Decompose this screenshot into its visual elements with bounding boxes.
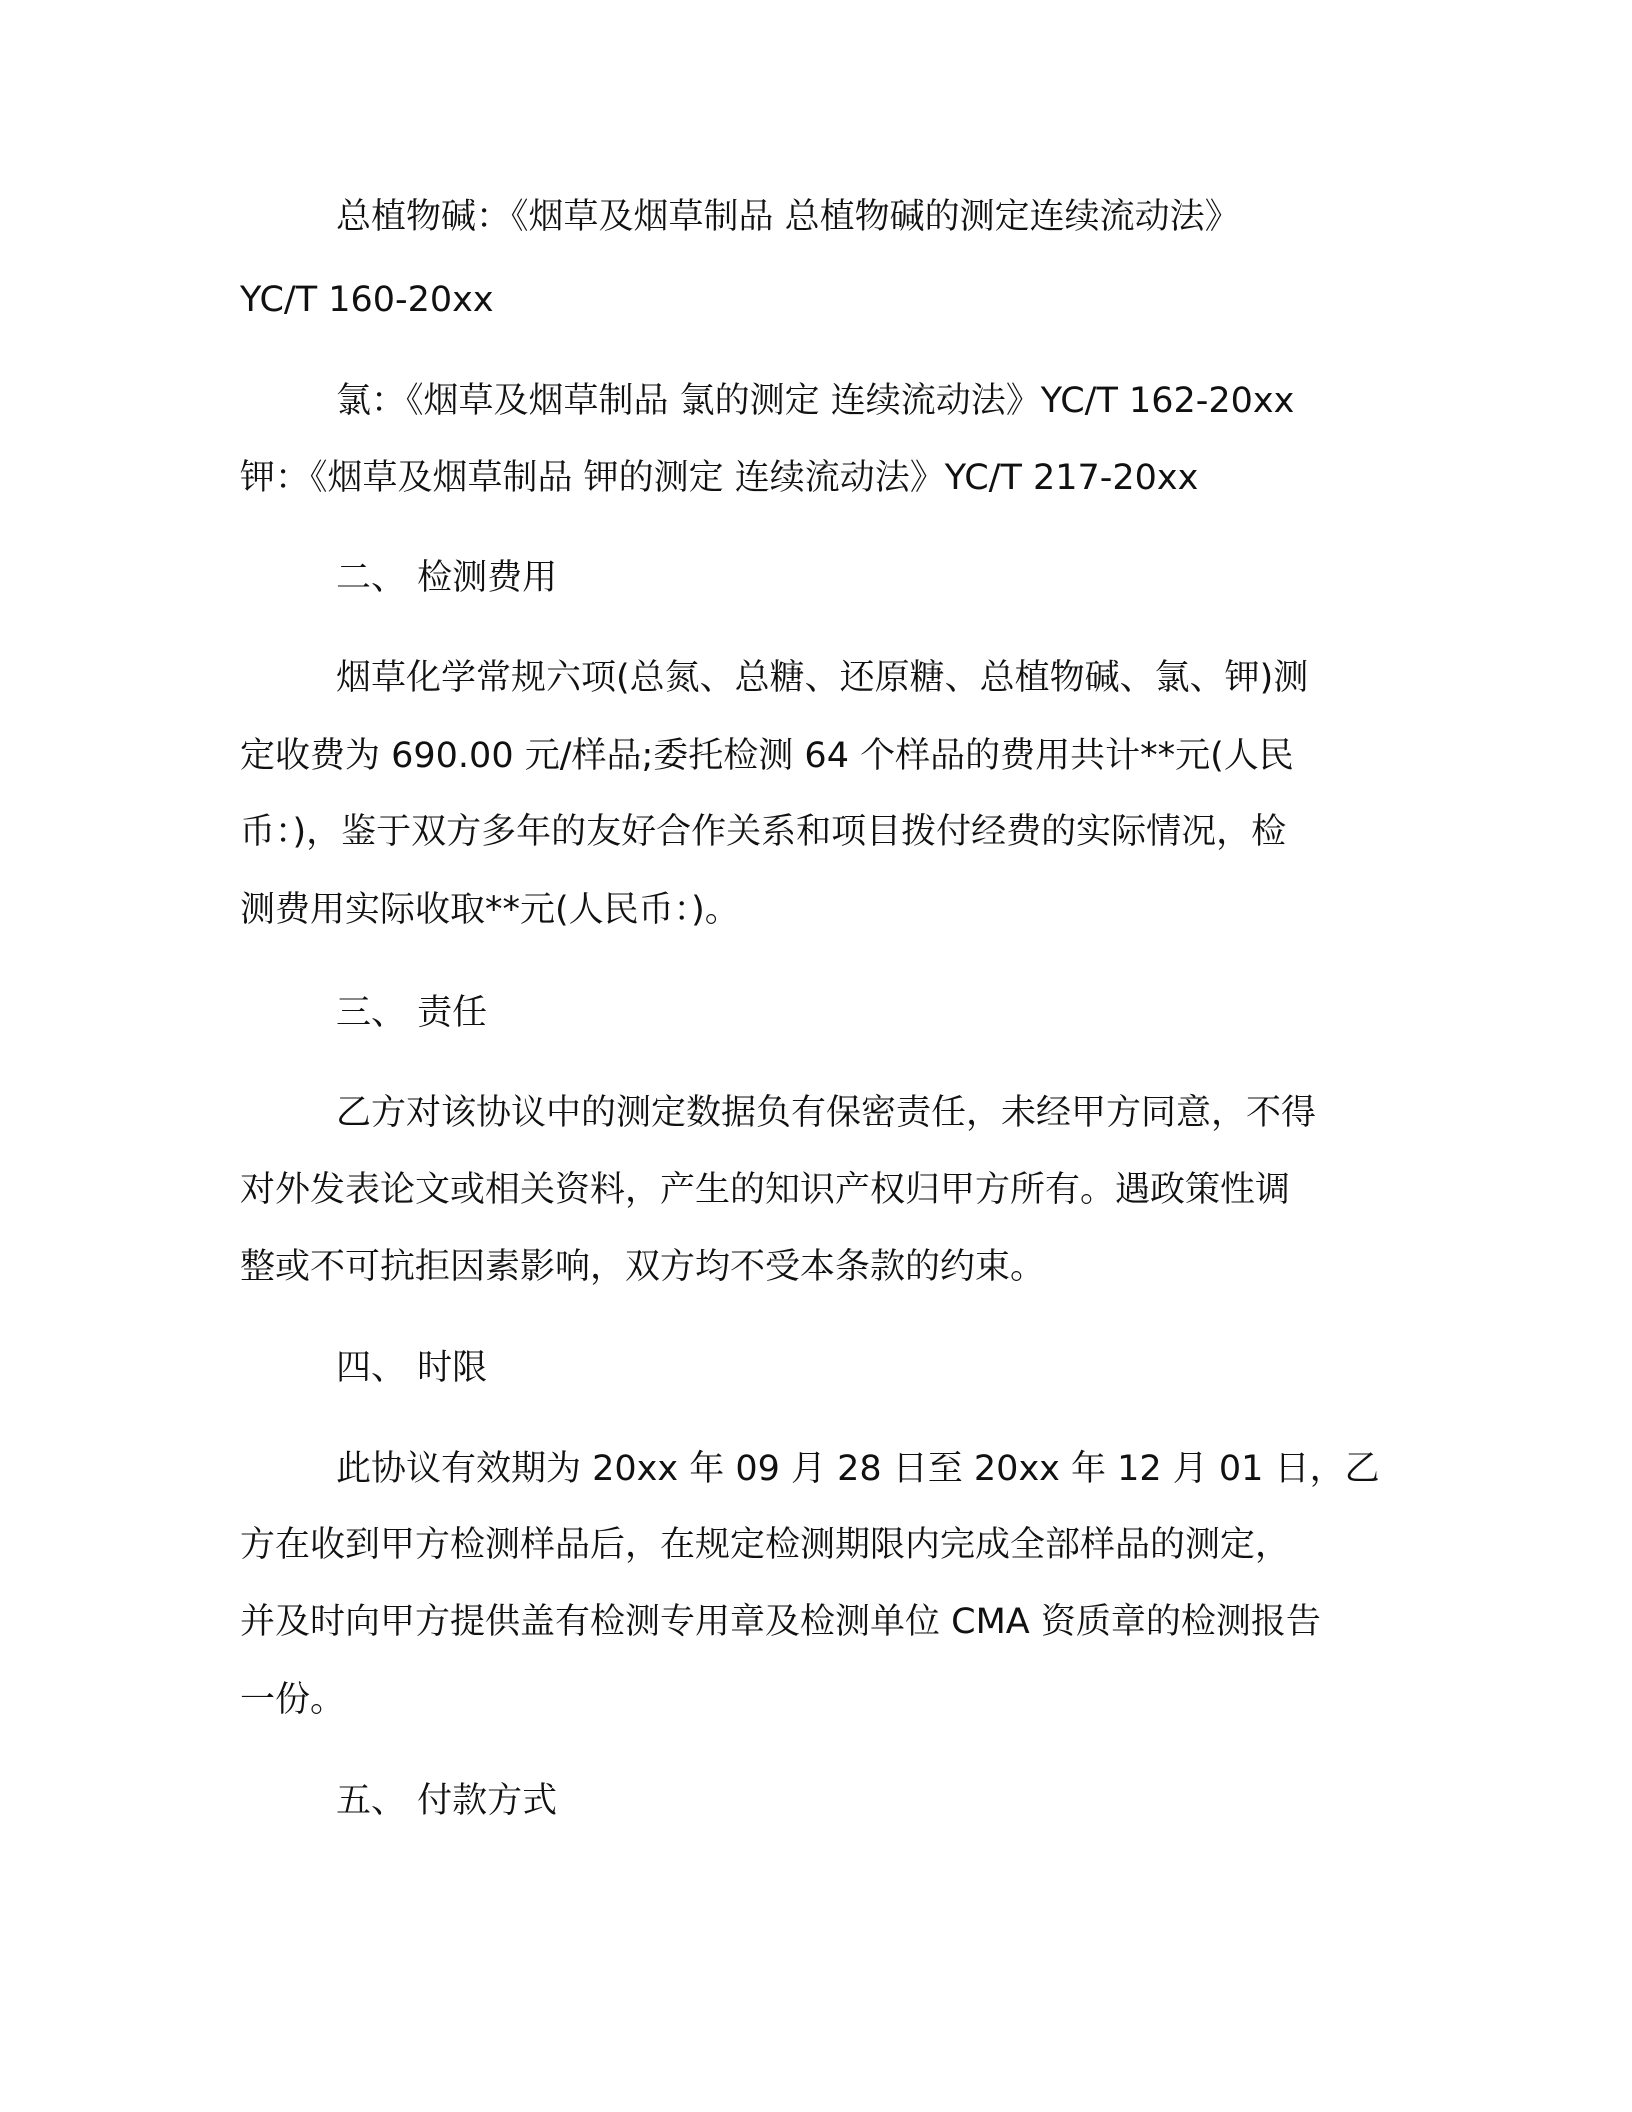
- testing-fees-paragraph-line-2: 定收费为 690.00 元/样品;委托检测 64 个样品的费用共计**元(人民: [240, 736, 1294, 776]
- total-alkaloid-standard-line-2: YC/T 160-20xx: [240, 280, 494, 320]
- responsibility-paragraph-line-3: 整或不可抗拒因素影响，双方均不受本条款的约束。: [240, 1247, 1046, 1287]
- time-limit-paragraph-line-2: 方在收到甲方检测样品后，在规定检测期限内完成全部样品的测定，: [240, 1525, 1291, 1565]
- section-heading-testing-fees: 二、 检测费用: [336, 558, 558, 598]
- section-heading-responsibility: 三、 责任: [336, 993, 488, 1033]
- potassium-standard-line: 钾：《烟草及烟草制品 钾的测定 连续流动法》YC/T 217-20xx: [240, 458, 1199, 498]
- time-limit-paragraph-line-1: 此协议有效期为 20xx 年 09 月 28 日至 20xx 年 12 月 01 日，乙: [336, 1449, 1380, 1489]
- testing-fees-paragraph-line-3: 币：)，鉴于双方多年的友好合作关系和项目拨付经费的实际情况，检: [240, 812, 1287, 852]
- chlorine-standard-line: 氯：《烟草及烟草制品 氯的测定 连续流动法》YC/T 162-20xx: [336, 381, 1295, 421]
- testing-fees-paragraph-line-1: 烟草化学常规六项(总氮、总糖、还原糖、总植物碱、氯、钾)测: [336, 658, 1309, 698]
- time-limit-paragraph-line-3: 并及时向甲方提供盖有检测专用章及检测单位 CMA 资质章的检测报告: [240, 1602, 1321, 1642]
- total-alkaloid-standard-line-1: 总植物碱：《烟草及烟草制品 总植物碱的测定连续流动法》: [336, 197, 1240, 237]
- section-heading-time-limit: 四、 时限: [336, 1348, 488, 1388]
- time-limit-paragraph-line-4: 一份。: [240, 1680, 346, 1720]
- testing-fees-paragraph-line-4: 测费用实际收取**元(人民币：)。: [240, 890, 740, 930]
- section-heading-payment-method: 五、 付款方式: [336, 1781, 558, 1821]
- responsibility-paragraph-line-2: 对外发表论文或相关资料，产生的知识产权归甲方所有。遇政策性调: [240, 1170, 1291, 1210]
- responsibility-paragraph-line-1: 乙方对该协议中的测定数据负有保密责任，未经甲方同意，不得: [336, 1093, 1317, 1133]
